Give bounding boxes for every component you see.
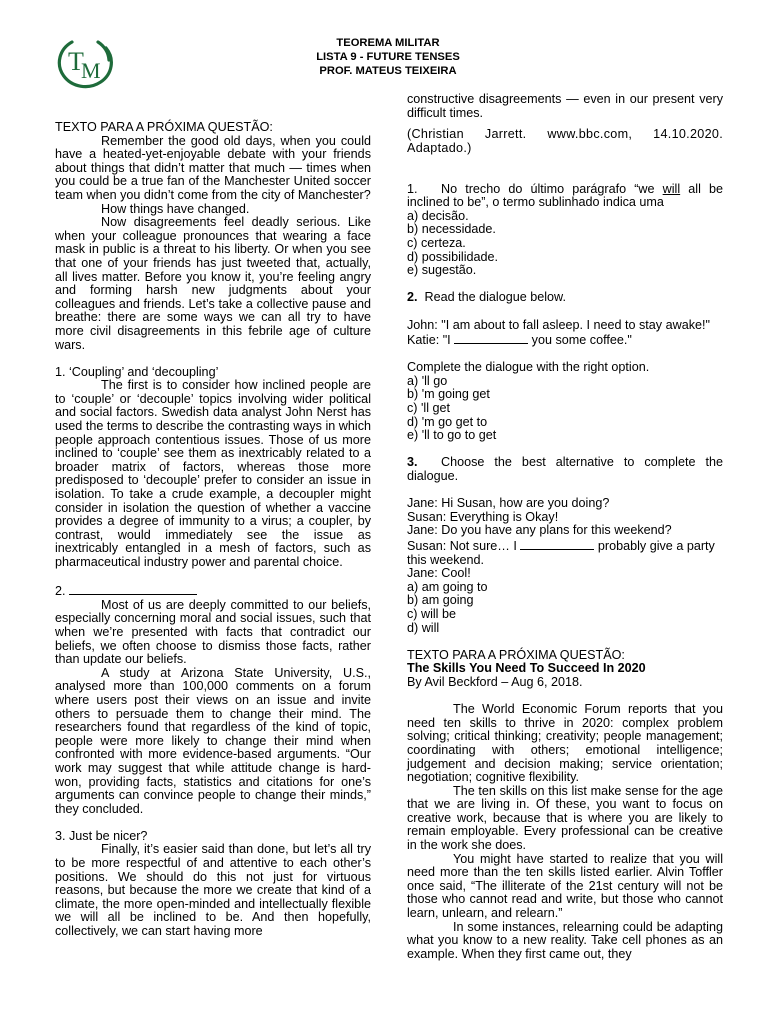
option: d) 'm go get to (407, 414, 488, 429)
dialogue-line: Susan: Everything is Okay! (407, 509, 559, 524)
option: c) certeza. (407, 235, 466, 250)
section-number: 2. (55, 584, 66, 599)
blank-line (69, 583, 197, 595)
blank-line (520, 538, 594, 550)
question-2: 2. Read the dialogue below. (407, 290, 566, 305)
svg-text:M: M (81, 58, 101, 83)
right-column (407, 93, 723, 961)
list-title: LISTA 9 - FUTURE TENSES (316, 51, 460, 63)
dialogue-line: Jane: Hi Susan, how are you doing? (407, 496, 610, 511)
option: d) possibilidade. (407, 249, 499, 264)
paragraph: How things have changed. (101, 201, 250, 216)
dialogue-line: Katie: "I you some coffee." (407, 333, 632, 348)
paragraph: The World Economic Forum reports that you need ten skills to thrive in 2020: complex problem solving; critical thinking; creativity; people management; coordinating with others; emotional intelligence; judgement and decision making; service orientation; negotiation; cognitive flexibility. (407, 702, 723, 785)
paragraph: Most of us are deeply committed to our beliefs, especially concerning moral and social issues, such that when we’re presented with facts that contradict our beliefs, we often choose to dismiss those facts, rather than update our beliefs. (55, 597, 371, 667)
q1-options (407, 210, 723, 278)
paragraph: The first is to consider how inclined people are to ‘couple’ or ‘decouple’ topics involving wider political and social factors. Swedish data analyst John Nerst has used the terms to describe the contrasting ways in which people approach contentious issues. Those of us more inclined to ‘couple’ see them as inextricably related to a broader matrix of factors, whereas those more predisposed to ‘decouple’ prefer to consider an issue in isolation. To take a crude example, a decoupler might consider in isolation the question of whether a vaccine provides a degree of immunity to a virus; a coupler, by contrast, would immediately see the issue as inextricably entangled in a mesh of factors, such as pharmaceutical industry power and parental choice. (55, 378, 371, 569)
paragraph: Finally, it’s easier said than done, but let’s all try to be more respectful of and attentive to each other’s positions. We should do this not just for virtuous reasons, but because the more we create that kind of a climate, the more open-minded and intellectually flexible we will all be inclined to be. And then hopefully, collectively, we can start having more (55, 842, 371, 939)
section-title: 1. ‘Coupling’ and ‘decoupling’ (55, 364, 219, 379)
text-intro-label: TEXTO PARA A PRÓXIMA QUESTÃO: (407, 647, 625, 662)
paragraph: You might have started to realize that you will need more than the ten skills listed earlier. Alvin Toffler once said, “The illiterate of the 21st century will not be those who cannot read and write, but those who cannot learn, unlearn, and relearn.” (407, 851, 723, 921)
source-citation: (Christian Jarrett. www.bbc.com, 14.10.2020. Adaptado.) (407, 127, 723, 155)
dialogue-line: John: "I am about to fall asleep. I need to stay awake!" (407, 317, 710, 332)
blank-line (454, 332, 528, 344)
q2-options (407, 375, 723, 443)
school-name: TEOREMA MILITAR (336, 37, 440, 49)
option: b) 'm going get (407, 387, 490, 402)
section-title-blank (55, 583, 371, 599)
option: a) am going to (407, 579, 488, 594)
option: b) necessidade. (407, 222, 496, 237)
paragraph: Now disagreements feel deadly serious. Like when your colleague pronounces that wearing a face mask in public is a threat to his liberty. Or when you see that one of your friends has just tweeted that, actually, all lives matter. Before you know it, you’re feeling angry and forming harsh new judgments about your colleagues and friends. Let’s take a collective pause and breathe: there are some ways we can all try to have more civil disagreements in this febrile age of culture wars. (55, 215, 371, 352)
option: b) am going (407, 593, 474, 608)
article-byline: By Avil Beckford – Aug 6, 2018. (407, 674, 583, 689)
dialogue-line: Jane: Do you have any plans for this weekend? (407, 523, 672, 538)
option: c) 'll get (407, 401, 450, 416)
article-title: The Skills You Need To Succeed In 2020 (407, 661, 646, 676)
question-1: 1. No trecho do último parágrafo “we will all be inclined to be”, o termo sublinhado indica uma (407, 181, 723, 210)
option: e) sugestão. (407, 263, 477, 278)
underlined-word: will (662, 181, 681, 196)
dialogue-line: Jane: Cool! (407, 566, 471, 581)
option: c) will be (407, 606, 456, 621)
teorema-militar-logo (54, 36, 114, 90)
option: d) will (407, 620, 440, 635)
paragraph: In some instances, relearning could be adapting what you know to a new reality. Take cell phones as an example. When they first came out, they (407, 919, 723, 961)
option: e) 'll to go to get (407, 428, 497, 443)
paragraph: The ten skills on this list make sense for the age that we are living in. Of these, you want to focus on creative work, because that is where you are likely to remain employable. Every professional can be creative in the work she does. (407, 783, 723, 853)
left-column (55, 121, 371, 939)
section-title: 3. Just be nicer? (55, 828, 148, 843)
question-number: 2. (407, 290, 418, 305)
question-3: 3. Choose the best alternative to complete the dialogue. (407, 455, 723, 484)
option: a) 'll go (407, 373, 448, 388)
paragraph: A study at Arizona State University, U.S., analysed more than 100,000 comments on a forum where users post their views on an issue and invite others to persuade them to change their mind. The researchers found that regardless of the kind of topic, people were more likely to change their mind when confronted with more evidence-based arguments. “Our work may suggest that while attitude change is hard-won, providing facts, statistics and citations for one’s arguments can convince people to change their minds,” they concluded. (55, 665, 371, 816)
dialogue-line: Susan: Not sure… I probably give a party this weekend. (407, 539, 715, 567)
svg-text:T: T (68, 47, 84, 76)
paragraph: Remember the good old days, when you could have a heated-yet-enjoyable debate with your friends about things that didn’t matter that much — times when you could be a true fan of the Manchester United soccer team when you didn’t come from the city of Manchester? (55, 133, 371, 202)
paragraph: constructive disagreements — even in our present very difficult times. (407, 92, 723, 120)
question-number: 3. (407, 455, 418, 470)
text-intro-label: TEXTO PARA A PRÓXIMA QUESTÃO: (55, 120, 273, 134)
teacher-name: PROF. MATEUS TEIXEIRA (319, 65, 457, 77)
question-number: 1. (407, 181, 418, 196)
option: a) decisão. (407, 208, 469, 223)
question-instruction: Complete the dialogue with the right option. (407, 360, 650, 375)
q3-options (407, 581, 723, 635)
document-header (230, 36, 546, 78)
